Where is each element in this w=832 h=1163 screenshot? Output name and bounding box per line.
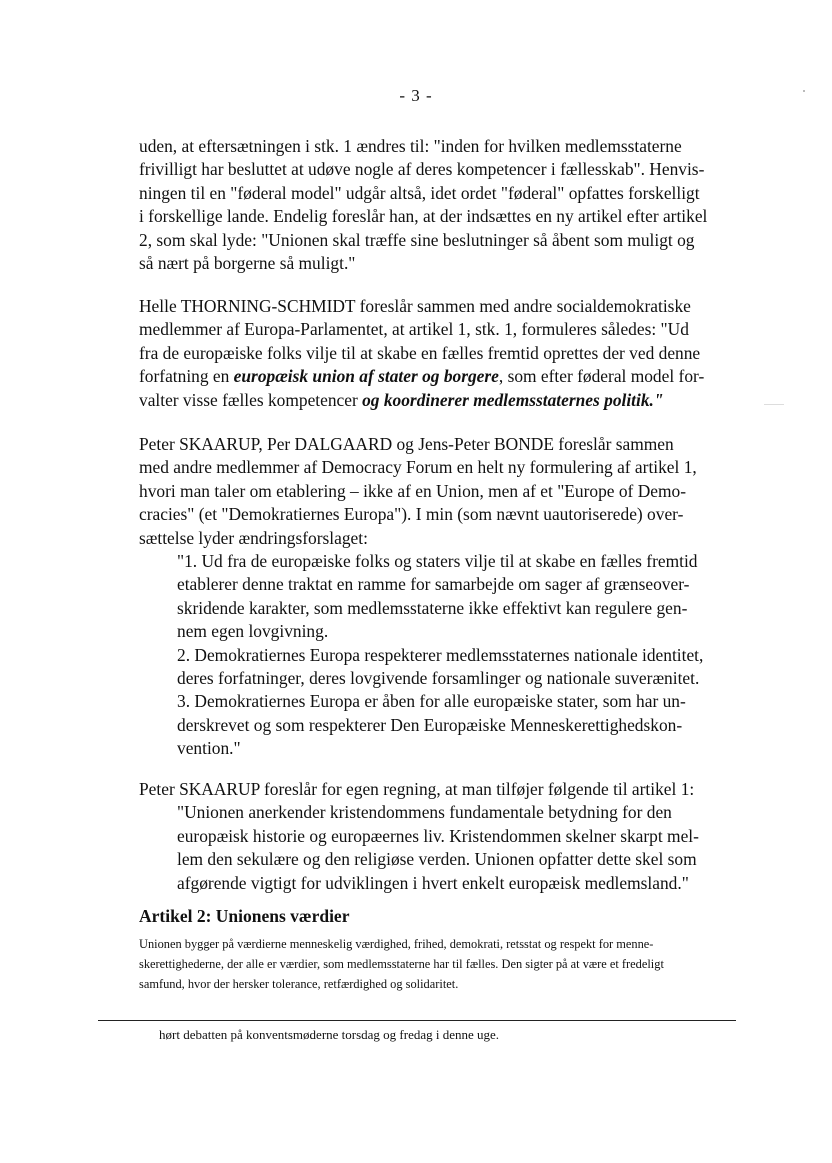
text-line: Peter SKAARUP foreslår for egen regning, at man tilføjer følgende til artikel 1: bbox=[139, 779, 695, 799]
paragraph-thorning-schmidt bbox=[139, 295, 735, 412]
quote-line: nem egen lovgivning. bbox=[177, 621, 329, 642]
quote-line: skridende karakter, som medlemsstaterne ikke effektivt kan regulere gen- bbox=[177, 597, 688, 618]
text-line: samfund, hvor der hersker tolerance, retfærdighed og solidaritet. bbox=[139, 977, 459, 991]
text-line: fra de europæiske folks vilje til at skabe en fælles fremtid oprettes der ved denne bbox=[139, 342, 701, 363]
paragraph-skaarup bbox=[139, 778, 735, 895]
text-line bbox=[139, 365, 735, 388]
scan-speck bbox=[803, 90, 805, 92]
quote-line: vention." bbox=[177, 738, 241, 759]
quote-line: etablerer denne traktat en ramme for samarbejde om sager af grænseover- bbox=[177, 574, 690, 595]
text-line: Helle THORNING-SCHMIDT foreslår sammen med andre socialdemokratiske bbox=[139, 296, 691, 316]
paragraph-amendment-wording bbox=[139, 135, 735, 275]
text-line: Unionen bygger på værdierne menneskelig værdighed, frihed, demokrati, retsstat og respekt for menne- bbox=[139, 937, 654, 951]
text-line: hvori man taler om etablering – ikke af en Union, men af et "Europe of Demo- bbox=[139, 480, 686, 501]
text-line: ningen til en "føderal model" udgår altså, idet ordet "føderal" opfattes forskelligt bbox=[139, 182, 700, 203]
text-line: cracies" (et "Demokratiernes Europa"). I min (som nævnt uautoriserede) over- bbox=[139, 504, 684, 525]
quote-line: europæisk historie og europæernes liv. Kristendommen skelner skarpt mel- bbox=[177, 825, 699, 846]
quote-line: 3. Demokratiernes Europa er åben for alle europæiske stater, som har un- bbox=[177, 691, 686, 712]
scan-speck bbox=[764, 404, 784, 405]
text-line: uden, at eftersætningen i stk. 1 ændres til: "inden for hvilken medlemsstaterne bbox=[139, 136, 682, 156]
text-line: så nært på borgerne så muligt." bbox=[139, 253, 356, 274]
quote-line: lem den sekulære og den religiøse verden. Unionen opfatter dette skel som bbox=[177, 849, 697, 870]
text-line: i forskellige lande. Endelig foreslår han, at der indsættes en ny artikel efter artikel bbox=[139, 206, 708, 227]
article-text bbox=[139, 934, 739, 994]
block-quote bbox=[177, 801, 735, 895]
text-line: skerettighederne, der alle er værdier, som medlemsstaterne har til fælles. Den sigter på at være et fredeligt bbox=[139, 957, 664, 971]
quote-line: "1. Ud fra de europæiske folks og staters vilje til at skabe en fælles fremtid bbox=[177, 551, 698, 572]
quote-line: derskrevet og som respekterer Den Europæiske Menneskerettighedskon- bbox=[177, 714, 683, 735]
text-line: med andre medlemmer af Democracy Forum en helt ny formulering af artikel 1, bbox=[139, 457, 697, 478]
footnote-divider bbox=[98, 1020, 736, 1021]
section-heading: Artikel 2: Unionens værdier bbox=[139, 906, 350, 926]
text-line: frivilligt har besluttet at udøve nogle af deres kompetencer i fællesskab". Henvis- bbox=[139, 159, 705, 180]
text-line: Peter SKAARUP, Per DALGAARD og Jens-Peter BONDE foreslår sammen bbox=[139, 434, 674, 454]
page-number: - 3 - bbox=[399, 86, 433, 105]
text-line: medlemmer af Europa-Parlamentet, at artikel 1, stk. 1, formuleres således: "Ud bbox=[139, 319, 689, 340]
text-line: sættelse lyder ændringsforslaget: bbox=[139, 527, 368, 548]
text-segment: , som efter føderal model for- bbox=[498, 366, 705, 387]
quote-line: deres forfatninger, deres lovgivende forsamlinger og nationale suverænitet. bbox=[177, 668, 700, 689]
text-segment: valter visse fælles kompetencer bbox=[139, 389, 363, 410]
text-segment: forfatning en bbox=[139, 366, 234, 387]
quote-line: afgørende vigtigt for udviklingen i hvert enkelt europæisk medlemsland." bbox=[177, 872, 689, 893]
text-line bbox=[139, 389, 735, 412]
block-quote bbox=[177, 550, 735, 761]
quote-line: 2. Demokratiernes Europa respekterer medlemsstaternes nationale identitet, bbox=[177, 644, 704, 665]
footnote: hørt debatten på konventsmøderne torsdag og fredag i denne uge. bbox=[159, 1027, 500, 1042]
text-line: 2, som skal lyde: "Unionen skal træffe sine beslutninger så åbent som muligt og bbox=[139, 229, 695, 250]
emphasized-text: europæisk union af stater og borgere bbox=[233, 366, 499, 387]
emphasized-text: og koordinerer medlemsstaternes politik." bbox=[362, 389, 664, 410]
paragraph-democracy-forum bbox=[139, 433, 735, 761]
quote-line: "Unionen anerkender kristendommens fundamentale betydning for den bbox=[177, 802, 672, 823]
